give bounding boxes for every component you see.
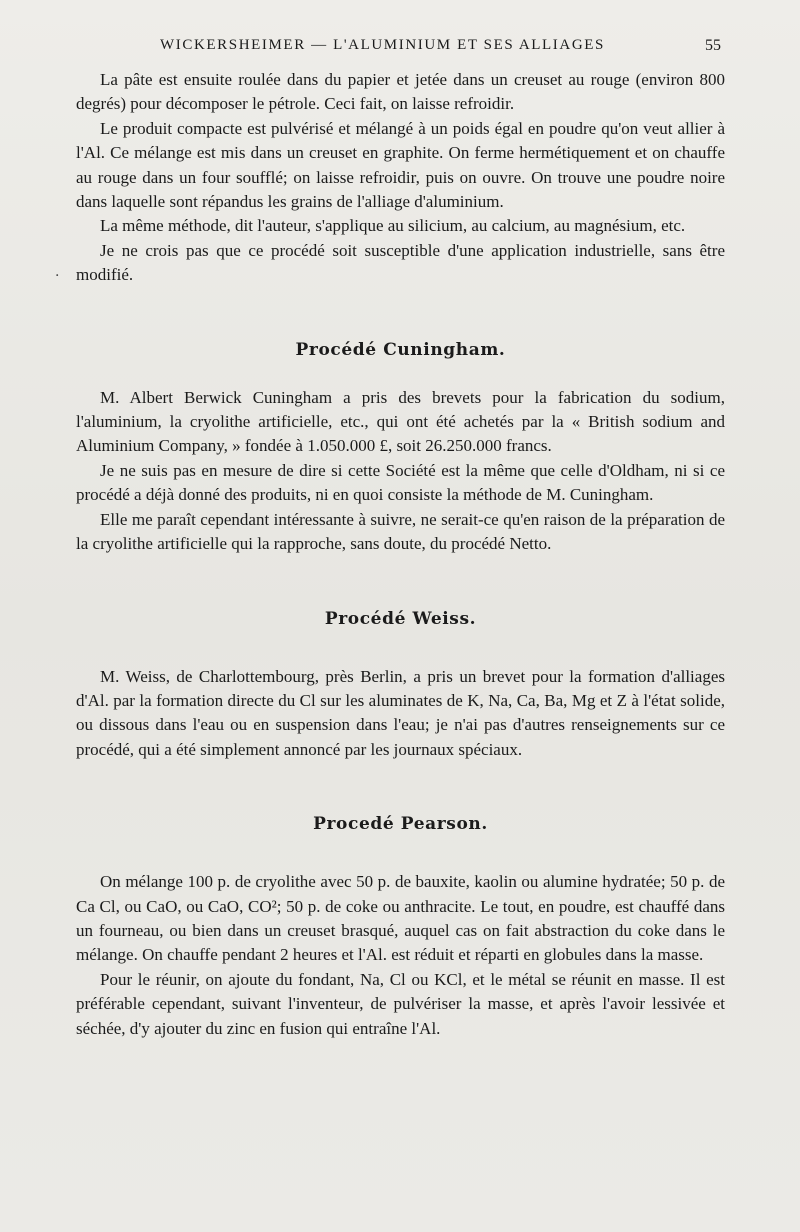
- paragraph: M. Albert Berwick Cuningham a pris des brevets pour la fabrication du sodium, l'aluminium, la cryolithe artificielle, etc., qui ont été achetés par la « British sodium and Aluminium Company, » fondée à 1.050.000 £, soit 26.250.000 francs.: [76, 387, 725, 456]
- paragraph: Je ne crois pas que ce procédé soit susceptible d'une application industrielle, sans être modifié.: [76, 240, 725, 285]
- paragraph: Le produit compacte est pulvérisé et mélangé à un poids égal en poudre qu'on veut allier à l'Al. Ce mélange est mis dans un creuset en graphite. On ferme hermétiquement et on chauffe au rouge dans un four soufflé; on laisse refroidir, puis on ouvre. On trouve une poudre noire dans laquelle sont répandus les grains de l'alliage d'aluminium.: [76, 118, 725, 212]
- margin-dot: ·: [55, 268, 60, 284]
- paragraph: Pour le réunir, on ajoute du fondant, Na, Cl ou KCl, et le métal se réunit en masse. Il est préférable cependant, suivant l'inventeur, de pulvériser la masse, et après l'avoir lessivée et séchée, d'y ajouter du zinc en fusion qui entraîne l'Al.: [76, 969, 725, 1038]
- spacer: [76, 631, 725, 665]
- spacer: [76, 362, 725, 386]
- running-title: WICKERSHEIMER — L'ALUMINIUM ET SES ALLIAGES: [160, 37, 605, 53]
- paragraph: M. Weiss, de Charlottembourg, près Berlin, a pris un brevet pour la formation d'alliages d'Al. par la formation directe du Cl sur les aluminates de K, Na, Ca, Ba, Mg et Z à l'état solide, ou dissous dans l'eau ou en suspension dans l'eau; je n'ai pas d'autres renseignements sur ce procédé, qui a été simplement annoncé par les journaux spéciaux.: [76, 666, 725, 759]
- paragraph: On mélange 100 p. de cryolithe avec 50 p. de bauxite, kaolin ou alumine hydratée; 50 p. de Ca Cl, ou CaO, ou CaO, CO²; 50 p. de coke ou anthracite. Le tout, en poudre, est chauffé dans un fourneau, ou bien dans un creuset brasqué, auquel cas on fait abstraction du coke dans le mélange. On chauffe pendant 2 heures et l'Al. est réduit et réparti en globules dans la masse.: [76, 872, 725, 965]
- spacer: [76, 762, 725, 812]
- body-text: [76, 68, 725, 1041]
- section-heading-pearson: Procedé Pearson.: [313, 814, 488, 835]
- paragraph: Je ne suis pas en mesure de dire si cette Société est la même que celle d'Oldham, ni si ce procédé a déjà donné des produits, ni en quoi consiste la méthode de M. Cuningham.: [76, 460, 725, 505]
- paragraph: Elle me paraît cependant intéressante à suivre, ne serait-ce qu'en raison de la préparation de la cryolithe artificielle qui la rapproche, sans doute, du procédé Netto.: [76, 509, 725, 554]
- section-heading-cuningham: Procédé Cuningham.: [295, 339, 506, 360]
- paragraph: La pâte est ensuite roulée dans du papier et jetée dans un creuset au rouge (environ 800 degrés) pour décomposer le pétrole. Ceci fait, on laisse refroidir.: [76, 70, 725, 114]
- spacer: [76, 557, 725, 607]
- paragraph: La même méthode, dit l'auteur, s'applique au silicium, au calcium, au magnésium, etc.: [100, 216, 686, 236]
- section-heading-weiss: Procédé Weiss.: [324, 608, 477, 629]
- page-number: 55: [705, 37, 721, 54]
- spacer: [76, 288, 725, 338]
- running-header: [78, 37, 723, 61]
- spacer: [76, 836, 725, 870]
